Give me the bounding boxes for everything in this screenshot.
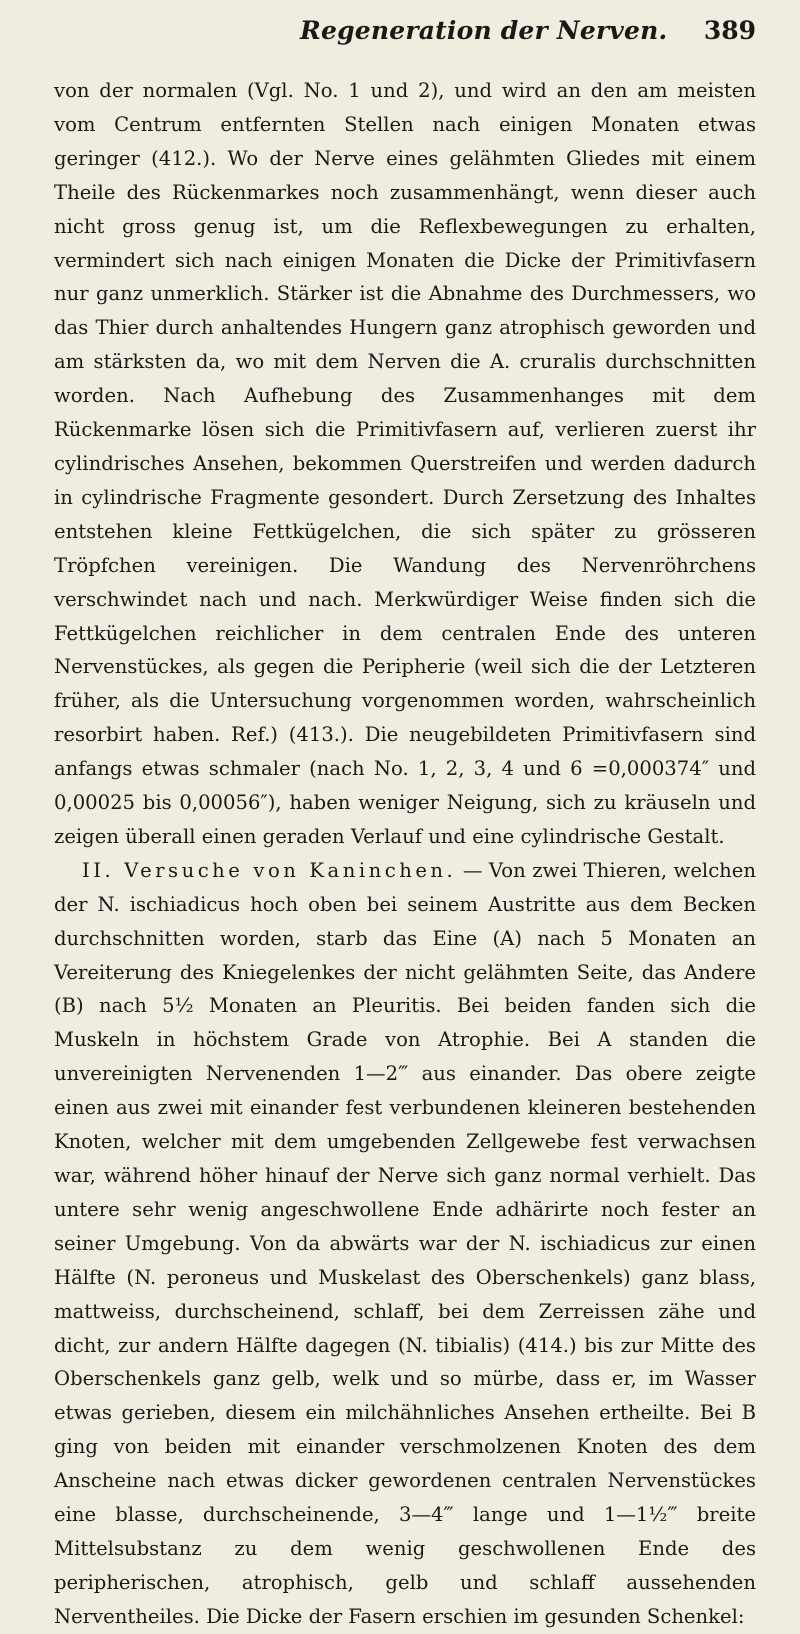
paragraph: [54, 74, 756, 854]
body-text: [54, 74, 756, 1634]
running-title: Regeneration der Nerven.: [300, 16, 668, 45]
page-number: 389: [703, 16, 756, 45]
paragraph-text: von der normalen (Vgl. No. 1 und 2), und wird an den am meisten vom Centrum entfernten Stellen nach einigen Monaten etwas geringer (412.). Wo der Nerve eines gelähmten Gliedes mit einem Theile des Rückenmarkes noch zusammenhängt, wenn dieser auch nicht gross genug ist, um die Reflexbewegungen zu erhalten, vermindert sich nach einigen Monaten die Dicke der Primitivfasern nur ganz unmerklich. Stärker ist die Abnahme des Durchmessers, wo das Thier durch anhaltendes Hungern ganz atrophisch geworden und am stärksten da, wo mit dem Nerven die A. cruralis durchschnitten worden. Nach Aufhebung des Zusammenhanges mit dem Rückenmarke lösen sich die Primitivfasern auf, verlieren zuerst ihr cylindrisches Ansehen, bekommen Querstreifen und werden dadurch in cylindrische Fragmente gesondert. Durch Zersetzung des Inhaltes entstehen kleine Fettkügelchen, die sich später zu grösseren Tröpfchen vereinigen. Die Wandung des Nervenröhrchens verschwindet nach und nach. Merkwürdiger Weise finden sich die Fettkügelchen reichlicher in dem centralen Ende des unteren Nervenstückes, als gegen die Peripherie (weil sich die der Letzteren früher, als die Untersuchung vorgenommen worden, wahrscheinlich resorbirt haben. Ref.) (413.). Die neugebildeten Primitivfasern sind anfangs etwas schmaler (nach No. 1, 2, 3, 4 und 6 =0,000374″ und 0,00025 bis 0,00056″), haben weniger Neigung, sich zu kräuseln und zeigen überall einen geraden Verlauf und eine cylindrische Gestalt.: [54, 79, 756, 848]
paragraph: [54, 854, 756, 1634]
section-heading: II. Versuche von Kaninchen.: [82, 858, 457, 882]
paragraph-text: — Von zwei Thieren, welchen der N. ischiadicus hoch oben bei seinem Austritte aus dem Becken durchschnitten worden, starb das Eine (A) nach 5 Monaten an Vereiterung des Kniegelenkes der nicht gelähmten Seite, das Andere (B) nach 5½ Monaten an Pleuritis. Bei beiden fanden sich die Muskeln in höchstem Grade von Atrophie. Bei A standen die unvereinigten Nervenenden 1—2‴ aus einander. Das obere zeigte einen aus zwei mit einander fest verbundenen kleineren bestehenden Knoten, welcher mit dem umgebenden Zellgewebe fest verwachsen war, während höher hinauf der Nerve sich ganz normal verhielt. Das untere sehr wenig angeschwollene Ende adhärirte noch fester an seiner Umgebung. Von da abwärts war der N. ischiadicus zur einen Hälfte (N. peroneus und Muskelast des Oberschenkels) ganz blass, mattweiss, durchscheinend, schlaff, bei dem Zerreissen zähe und dicht, zur andern Hälfte dagegen (N. tibialis) (414.) bis zur Mitte des Oberschenkels ganz gelb, welk und so mürbe, dass er, im Wasser etwas gerieben, diesem ein milchähnliches Ansehen ertheilte. Bei B ging von beiden mit einander verschmolzenen Knoten des dem Anscheine nach etwas dicker gewordenen centralen Nervenstückes eine blasse, durchscheinende, 3—4‴ lange und 1—1½‴ breite Mittelsubstanz zu dem wenig geschwollenen Ende des peripherischen, atrophisch, gelb und schlaff aussehenden Nerventheiles. Die Dicke der Fasern erschien im gesunden Schenkel:: [54, 858, 756, 1628]
running-head: [0, 16, 800, 56]
